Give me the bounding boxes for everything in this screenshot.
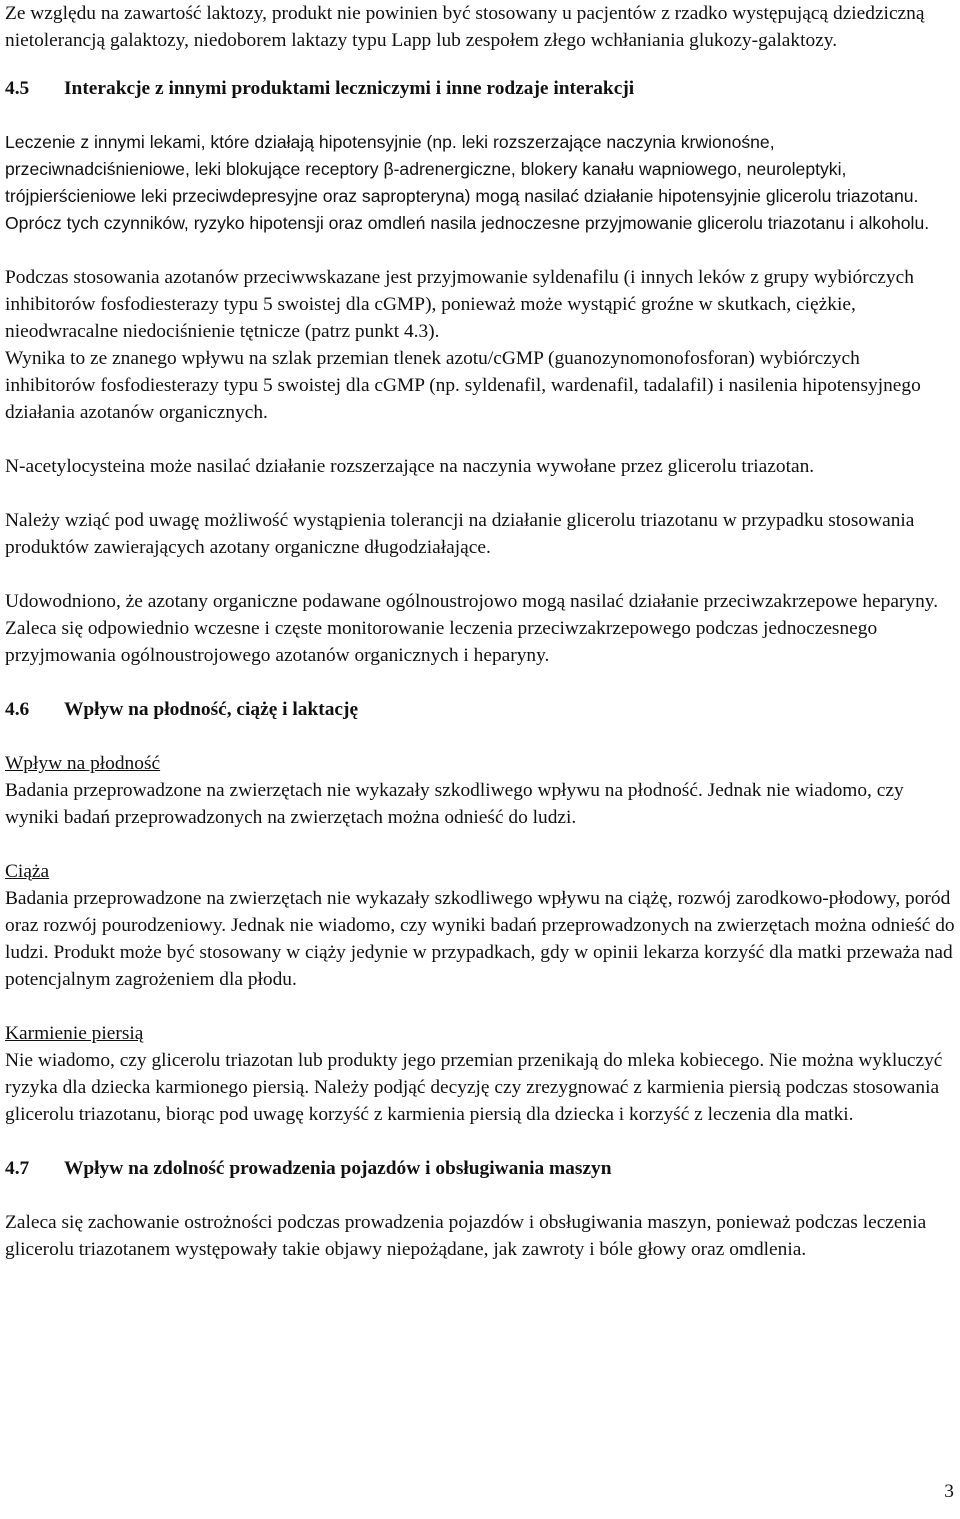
driving-paragraph: Zaleca się zachowanie ostrożności podczas prowadzenia pojazdów i obsługiwania maszyn, ponieważ podczas leczenia glicerolu triazotanem występowały takie objawy niepożądane, jak zawroty i bóle głowy oraz omdlenia. xyxy=(5,1212,927,1260)
heparin-paragraph: Udowodniono, że azotany organiczne podawane ogólnoustrojowo mogą nasilać działanie przeciwzakrzepowe heparyny. Zaleca się odpowiednio wczesne i częste monitorowanie leczenia przeciwzakrzepowego podczas jednoczesnego przyjmowania ogólnoustrojowego azotanów organicznych i heparyny. xyxy=(5,591,939,666)
fertility-paragraph: Badania przeprowadzone na zwierzętach nie wykazały szkodliwego wpływu na płodność. Jednak nie wiadomo, czy wyniki badań przeprowadzonych na zwierzętach można odnieść do ludzi. xyxy=(5,780,904,828)
breastfeeding-paragraph: Nie wiadomo, czy glicerolu triazotan lub produkty jego przemian przenikają do mleka kobiecego. Nie można wykluczyć ryzyka dla dziecka karmionego piersią. Należy podjąć decyzję czy zrezygnować z karmienia piersią podczas stosowania glicerolu triazotanu, biorąc pod uwagę korzyść z karmienia piersią dla dziecka i korzyść z leczenia dla matki. xyxy=(5,1050,943,1125)
interactions-hypotensive-paragraph xyxy=(5,129,955,237)
pregnancy-paragraph: Badania przeprowadzone na zwierzętach nie wykazały szkodliwego wpływu na ciążę, rozwój zarodkowo-płodowy, poród oraz rozwój pourodzeniowy. Jednak nie wiadomo, czy wyniki badań przeprowadzonych na zwierzętach można odnieść do ludzi. Produkt może być stosowany w ciąży jedynie w przypadkach, gdy w opinii lekarza korzyść dla matki przeważa nad potencjalnym zagrożeniem dla płodu. xyxy=(5,888,955,990)
sildenafil-contraindication-paragraph: Podczas stosowania azotanów przeciwwskazane jest przyjmowanie syldenafilu (i innych leków z grupy wybiórczych inhibitorów fosfodiesterazy typu 5 swoistej dla cGMP), ponieważ może wystąpić groźne w skutkach, ciężkie, nieodwracalne niedociśnienie tętnicze (patrz punkt 4.3). xyxy=(5,267,914,342)
cgmp-mechanism-paragraph: Wynika to ze znanego wpływu na szlak przemian tlenek azotu/cGMP (guanozynomonofosforan) wybiórczych inhibitorów fosfodiesterazy typu 5 swoistej dla cGMP (np. syldenafil, wardenafil, tadalafil) i nasilenia hipotensyjnego działania azotanów organicznych. xyxy=(5,348,921,423)
n-acetylcysteine-paragraph: N-acetylocysteina może nasilać działanie rozszerzające na naczynia wywołane przez glicerolu triazotan. xyxy=(5,456,815,477)
lactose-warning-paragraph: Ze względu na zawartość laktozy, produkt nie powinien być stosowany u pacjentów z rzadko występującą dziedziczną nietolerancją galaktozy, niedoborem laktazy typu Lapp lub zespołem złego wchłaniania glukozy-galaktozy. xyxy=(5,3,925,51)
alcohol-risk-text: Oprócz tych czynników, ryzyko hipotensji oraz omdleń nasila jednoczesne przyjmowanie glicerolu triazotanu i alkoholu. xyxy=(5,213,930,233)
tolerance-paragraph: Należy wziąć pod uwagę możliwość wystąpienia tolerancji na działanie glicerolu triazotanu w przypadku stosowania produktów zawierających azotany organiczne długodziałające. xyxy=(5,510,915,558)
breastfeeding-subheading: Karmienie piersią xyxy=(5,1023,144,1044)
section-4-7-title: Wpływ na zdolność prowadzenia pojazdów i obsługiwania maszyn xyxy=(64,1158,612,1179)
hypotensive-drugs-text: Leczenie z innymi lekami, które działają hipotensyjnie (np. leki rozszerzające naczynia krwionośne, przeciwnadciśnieniowe, leki blokujące receptory β-adrenergiczne, blokery kanału wapniowego, neuroleptyki, trójpierścieniowe leki przeciwdepresyjne oraz sapropteryna) mogą nasilać działanie hipotensyjnie glicerolu triazotanu. xyxy=(5,132,919,206)
section-4-6-number: 4.6 xyxy=(5,699,30,720)
page-number: 3 xyxy=(944,1481,954,1502)
section-4-6-title: Wpływ na płodność, ciążę i laktację xyxy=(64,699,359,720)
section-4-5-number: 4.5 xyxy=(5,78,30,99)
document-page xyxy=(5,0,955,1263)
section-4-5-title: Interakcje z innymi produktami leczniczymi i inne rodzaje interakcji xyxy=(64,78,635,99)
fertility-subheading: Wpływ na płodność xyxy=(5,753,161,774)
section-4-7-number: 4.7 xyxy=(5,1158,30,1179)
pregnancy-subheading: Ciąża xyxy=(5,861,50,882)
section-4-7-heading xyxy=(5,1155,955,1182)
section-4-6-heading xyxy=(5,696,955,723)
section-4-5-heading xyxy=(5,75,955,102)
